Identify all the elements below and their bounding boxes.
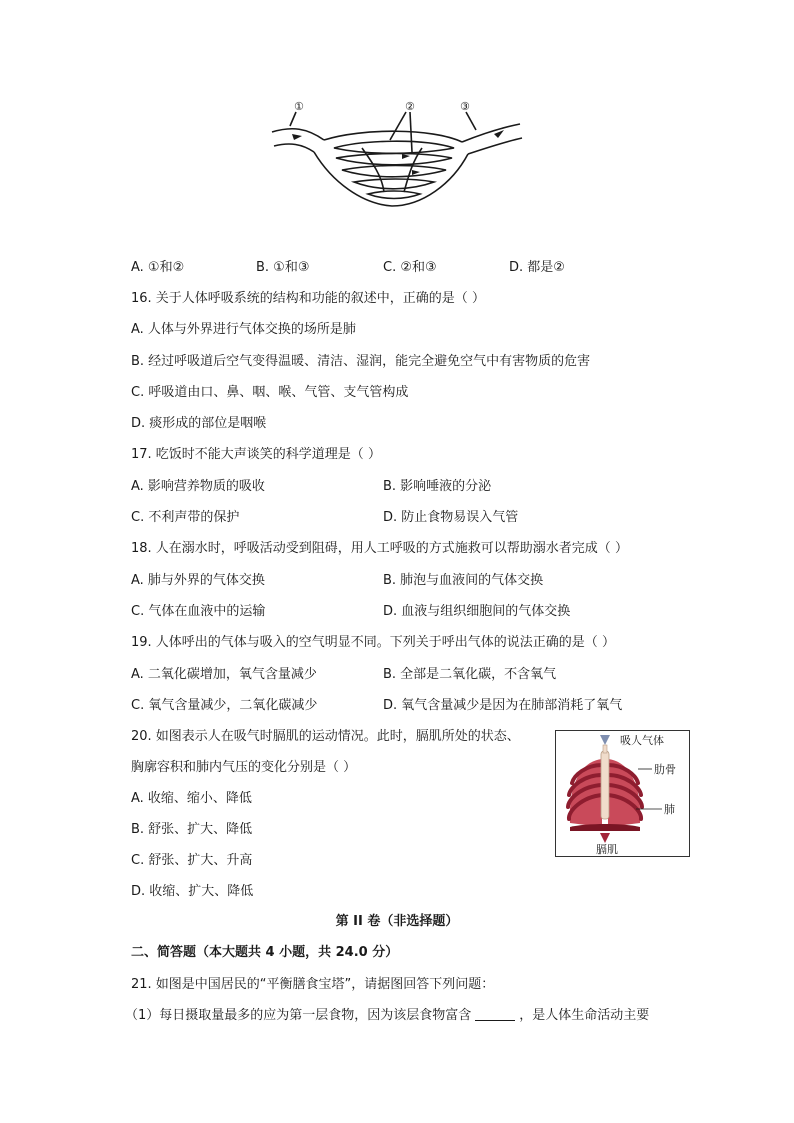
q18-option-b: B. 肺泡与血液间的气体交换 (383, 573, 544, 588)
q17-option-a: A. 影响营养物质的吸收 (131, 479, 265, 494)
inhale-arrow-icon (600, 735, 610, 745)
q20-option-b: B. 舒张、扩大、降低 (131, 822, 253, 837)
q19-option-b: B. 全部是二氧化碳，不含氧气 (383, 667, 557, 682)
q18-stem: 18. 人在溺水时，呼吸活动受到阻碍，用人工呼吸的方式施救可以帮助溺水者完成（ ） (131, 541, 628, 556)
figure-label-1: ① (294, 100, 304, 113)
q19-option-a: A. 二氧化碳增加，氧气含量减少 (131, 667, 317, 682)
q16-option-a: A. 人体与外界进行气体交换的场所是肺 (131, 322, 356, 337)
q20-option-d: D. 收缩、扩大、降低 (131, 884, 254, 899)
q15-option-c: C. ②和③ (383, 260, 437, 275)
q21-sub1 (125, 1008, 649, 1024)
figure-label-2: ② (405, 100, 415, 113)
q16-option-c: C. 呼吸道由口、鼻、咽、喉、气管、支气管构成 (131, 385, 409, 400)
capillary-network-figure (262, 92, 532, 217)
q15-option-b: B. ①和③ (256, 260, 310, 275)
q17-stem: 17. 吃饭时不能大声谈笑的科学道理是（ ） (131, 447, 381, 462)
inhale-label: 吸人气体 (620, 734, 664, 747)
q20-stem-line1: 20. 如图表示人在吸气时膈肌的运动情况。此时，膈肌所处的状态、 (131, 729, 520, 744)
lung-label: 肺 (664, 803, 675, 816)
q16-option-d: D. 痰形成的部位是咽喉 (131, 416, 267, 431)
q16-option-b: B. 经过呼吸道后空气变得温暖、清洁、湿润，能完全避免空气中有害物质的危害 (131, 354, 591, 369)
q20-option-c: C. 舒张、扩大、升高 (131, 853, 253, 868)
rib-label: 肋骨 (654, 763, 676, 776)
q20-stem-line2: 胸廓容积和肺内气压的变化分别是（ ） (131, 760, 357, 775)
diaphragm-arrow-icon (600, 833, 610, 843)
q18-option-a: A. 肺与外界的气体交换 (131, 573, 265, 588)
q18-option-c: C. 气体在血液中的运输 (131, 604, 266, 619)
q17-option-c: C. 不利声带的保护 (131, 510, 240, 525)
q17-option-b: B. 影响唾液的分泌 (383, 479, 492, 494)
q21-sub1-blank[interactable] (475, 1008, 515, 1021)
q21-stem: 21. 如图是中国居民的“平衡膳食宝塔”，请据图回答下列问题： (131, 977, 495, 992)
diaphragm-label: 膈肌 (596, 843, 618, 856)
q19-option-c: C. 氧气含量减少，二氧化碳减少 (131, 698, 318, 713)
q15-option-d: D. 都是② (509, 260, 565, 275)
q21-sub1-after: ，是人体生命活动主要 (519, 1008, 650, 1023)
rib-cage-figure (555, 730, 690, 857)
q16-stem: 16. 关于人体呼吸系统的结构和功能的叙述中，正确的是（ ） (131, 291, 485, 306)
volume-title: 第 II 卷（非选择题） (335, 914, 459, 929)
q18-option-d: D. 血液与组织细胞间的气体交换 (383, 604, 571, 619)
q19-option-d: D. 氧气含量减少是因为在肺部消耗了氧气 (383, 698, 623, 713)
part-title: 二、简答题（本大题共 4 小题，共 24.0 分） (131, 945, 399, 960)
q21-sub1-before: （1）每日摄取量最多的应为第一层食物，因为该层食物富含 (125, 1008, 472, 1023)
q20-option-a: A. 收缩、缩小、降低 (131, 791, 252, 806)
figure-label-3: ③ (460, 100, 470, 113)
q17-option-d: D. 防止食物易误入气管 (383, 510, 519, 525)
q15-option-a: A. ①和② (131, 260, 185, 275)
q19-stem: 19. 人体呼出的气体与吸入的空气明显不同。下列关于呼出气体的说法正确的是（ ） (131, 635, 615, 650)
